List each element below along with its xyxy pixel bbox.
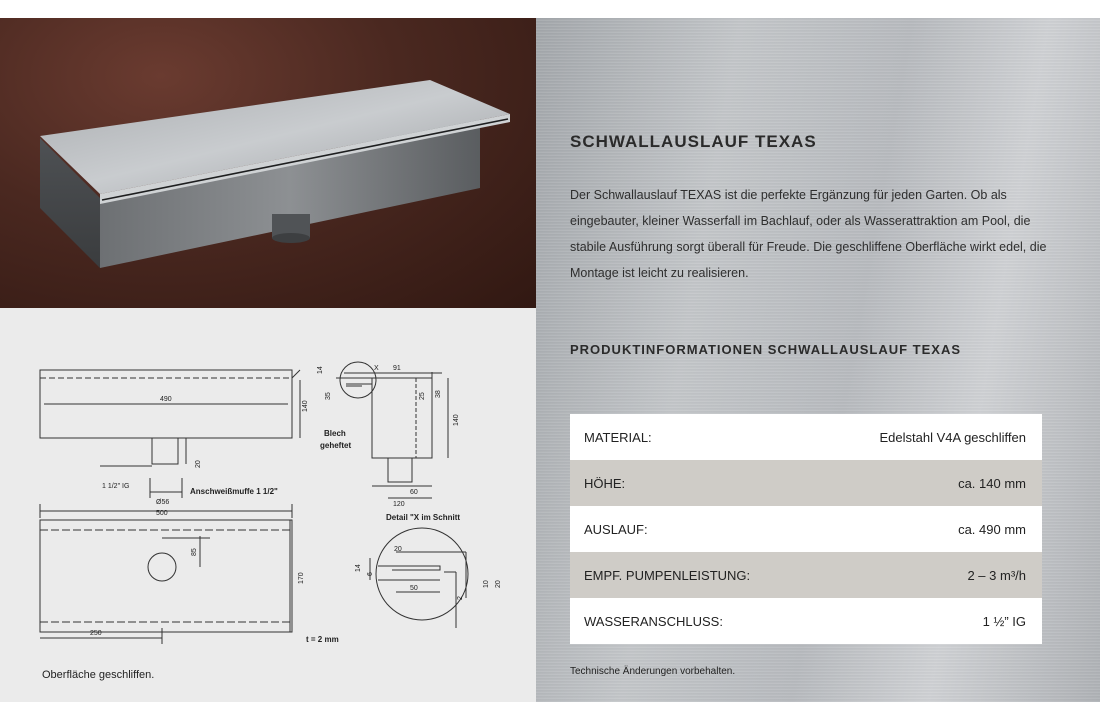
detail-dim-20: 20 — [394, 546, 402, 553]
detail-dim-20b: 20 — [495, 580, 502, 588]
spec-value: ca. 140 mm — [958, 475, 1026, 491]
label-thickness: t = 2 mm — [306, 635, 339, 644]
right-column — [536, 18, 1100, 702]
label-muffe: Anschweißmuffe 1 1/2" — [190, 487, 278, 496]
dim-14: 14 — [317, 366, 324, 374]
dim-35: 35 — [325, 392, 332, 400]
spec-row-connection — [570, 598, 1042, 644]
detail-dim-2: 2 — [457, 596, 464, 600]
dim-25: 25 — [419, 392, 426, 400]
detail-dim-14: 14 — [355, 564, 362, 572]
spec-row-pump — [570, 552, 1042, 598]
dim-120: 120 — [393, 501, 405, 508]
product-description: Der Schwallauslauf TEXAS ist die perfekte Ergänzung für jeden Garten. Ob als eingebauter, kleiner Wasserfall im Bachlauf, oder als Wasserattraktion am Pool, die stabile Ausführung sorgt überall für Freude. Die geschliffene Oberfläche wirkt edel, die Montage ist leicht zu realisieren. — [570, 188, 1047, 280]
product-photo — [0, 18, 536, 308]
technical-drawing — [0, 308, 536, 702]
spec-label: WASSERANSCHLUSS: — [584, 613, 723, 629]
dim-490: 490 — [160, 396, 172, 403]
product-title: SCHWALLAUSLAUF TEXAS — [570, 132, 817, 151]
label-thread: 1 1/2" IG — [102, 483, 130, 490]
spec-value: 2 – 3 m³/h — [967, 567, 1026, 583]
product-info-title: PRODUKTINFORMATIONEN SCHWALLAUSLAUF TEXAS — [570, 342, 962, 357]
detail-dim-50: 50 — [410, 585, 418, 592]
spec-label: MATERIAL: — [584, 429, 652, 445]
spec-row-outlet — [570, 506, 1042, 552]
dim-856: Ø56 — [156, 499, 170, 506]
dim-140-left: 140 — [302, 400, 309, 412]
dim-91: 91 — [393, 365, 401, 372]
page — [0, 18, 1100, 702]
label-geheftet: geheftet — [320, 441, 352, 450]
product-photo-illustration — [0, 18, 536, 308]
spec-label: EMPF. PUMPENLEISTUNG: — [584, 567, 751, 583]
dim-85: 85 — [191, 548, 198, 556]
spec-row-height — [570, 460, 1042, 506]
detail-dim-6: 6 — [367, 572, 374, 576]
dim-500: 500 — [156, 510, 168, 517]
dim-60: 60 — [410, 489, 418, 496]
detail-dim-10: 10 — [483, 580, 490, 588]
spec-value: ca. 490 mm — [958, 521, 1026, 537]
spec-row-material — [570, 414, 1042, 460]
left-column — [0, 18, 536, 702]
dim-140-right: 140 — [453, 414, 460, 426]
spec-value: Edelstahl V4A geschliffen — [879, 429, 1026, 445]
technical-drawing-svg — [0, 308, 536, 702]
label-blech: Blech — [324, 429, 346, 438]
dim-38: 38 — [435, 390, 442, 398]
label-detail: Detail "X im Schnitt — [386, 513, 461, 522]
surface-note: Oberfläche geschliffen. — [42, 669, 155, 681]
dim-170: 170 — [298, 572, 305, 584]
spec-table — [570, 414, 1042, 644]
spec-value: 1 ½” IG — [982, 613, 1026, 629]
label-x: X — [374, 365, 379, 372]
spec-label: HÖHE: — [584, 475, 626, 491]
disclaimer-note: Technische Änderungen vorbehalten. — [570, 666, 736, 677]
spec-label: AUSLAUF: — [584, 521, 648, 537]
dim-250: 250 — [90, 630, 102, 637]
dim-20: 20 — [195, 460, 202, 468]
